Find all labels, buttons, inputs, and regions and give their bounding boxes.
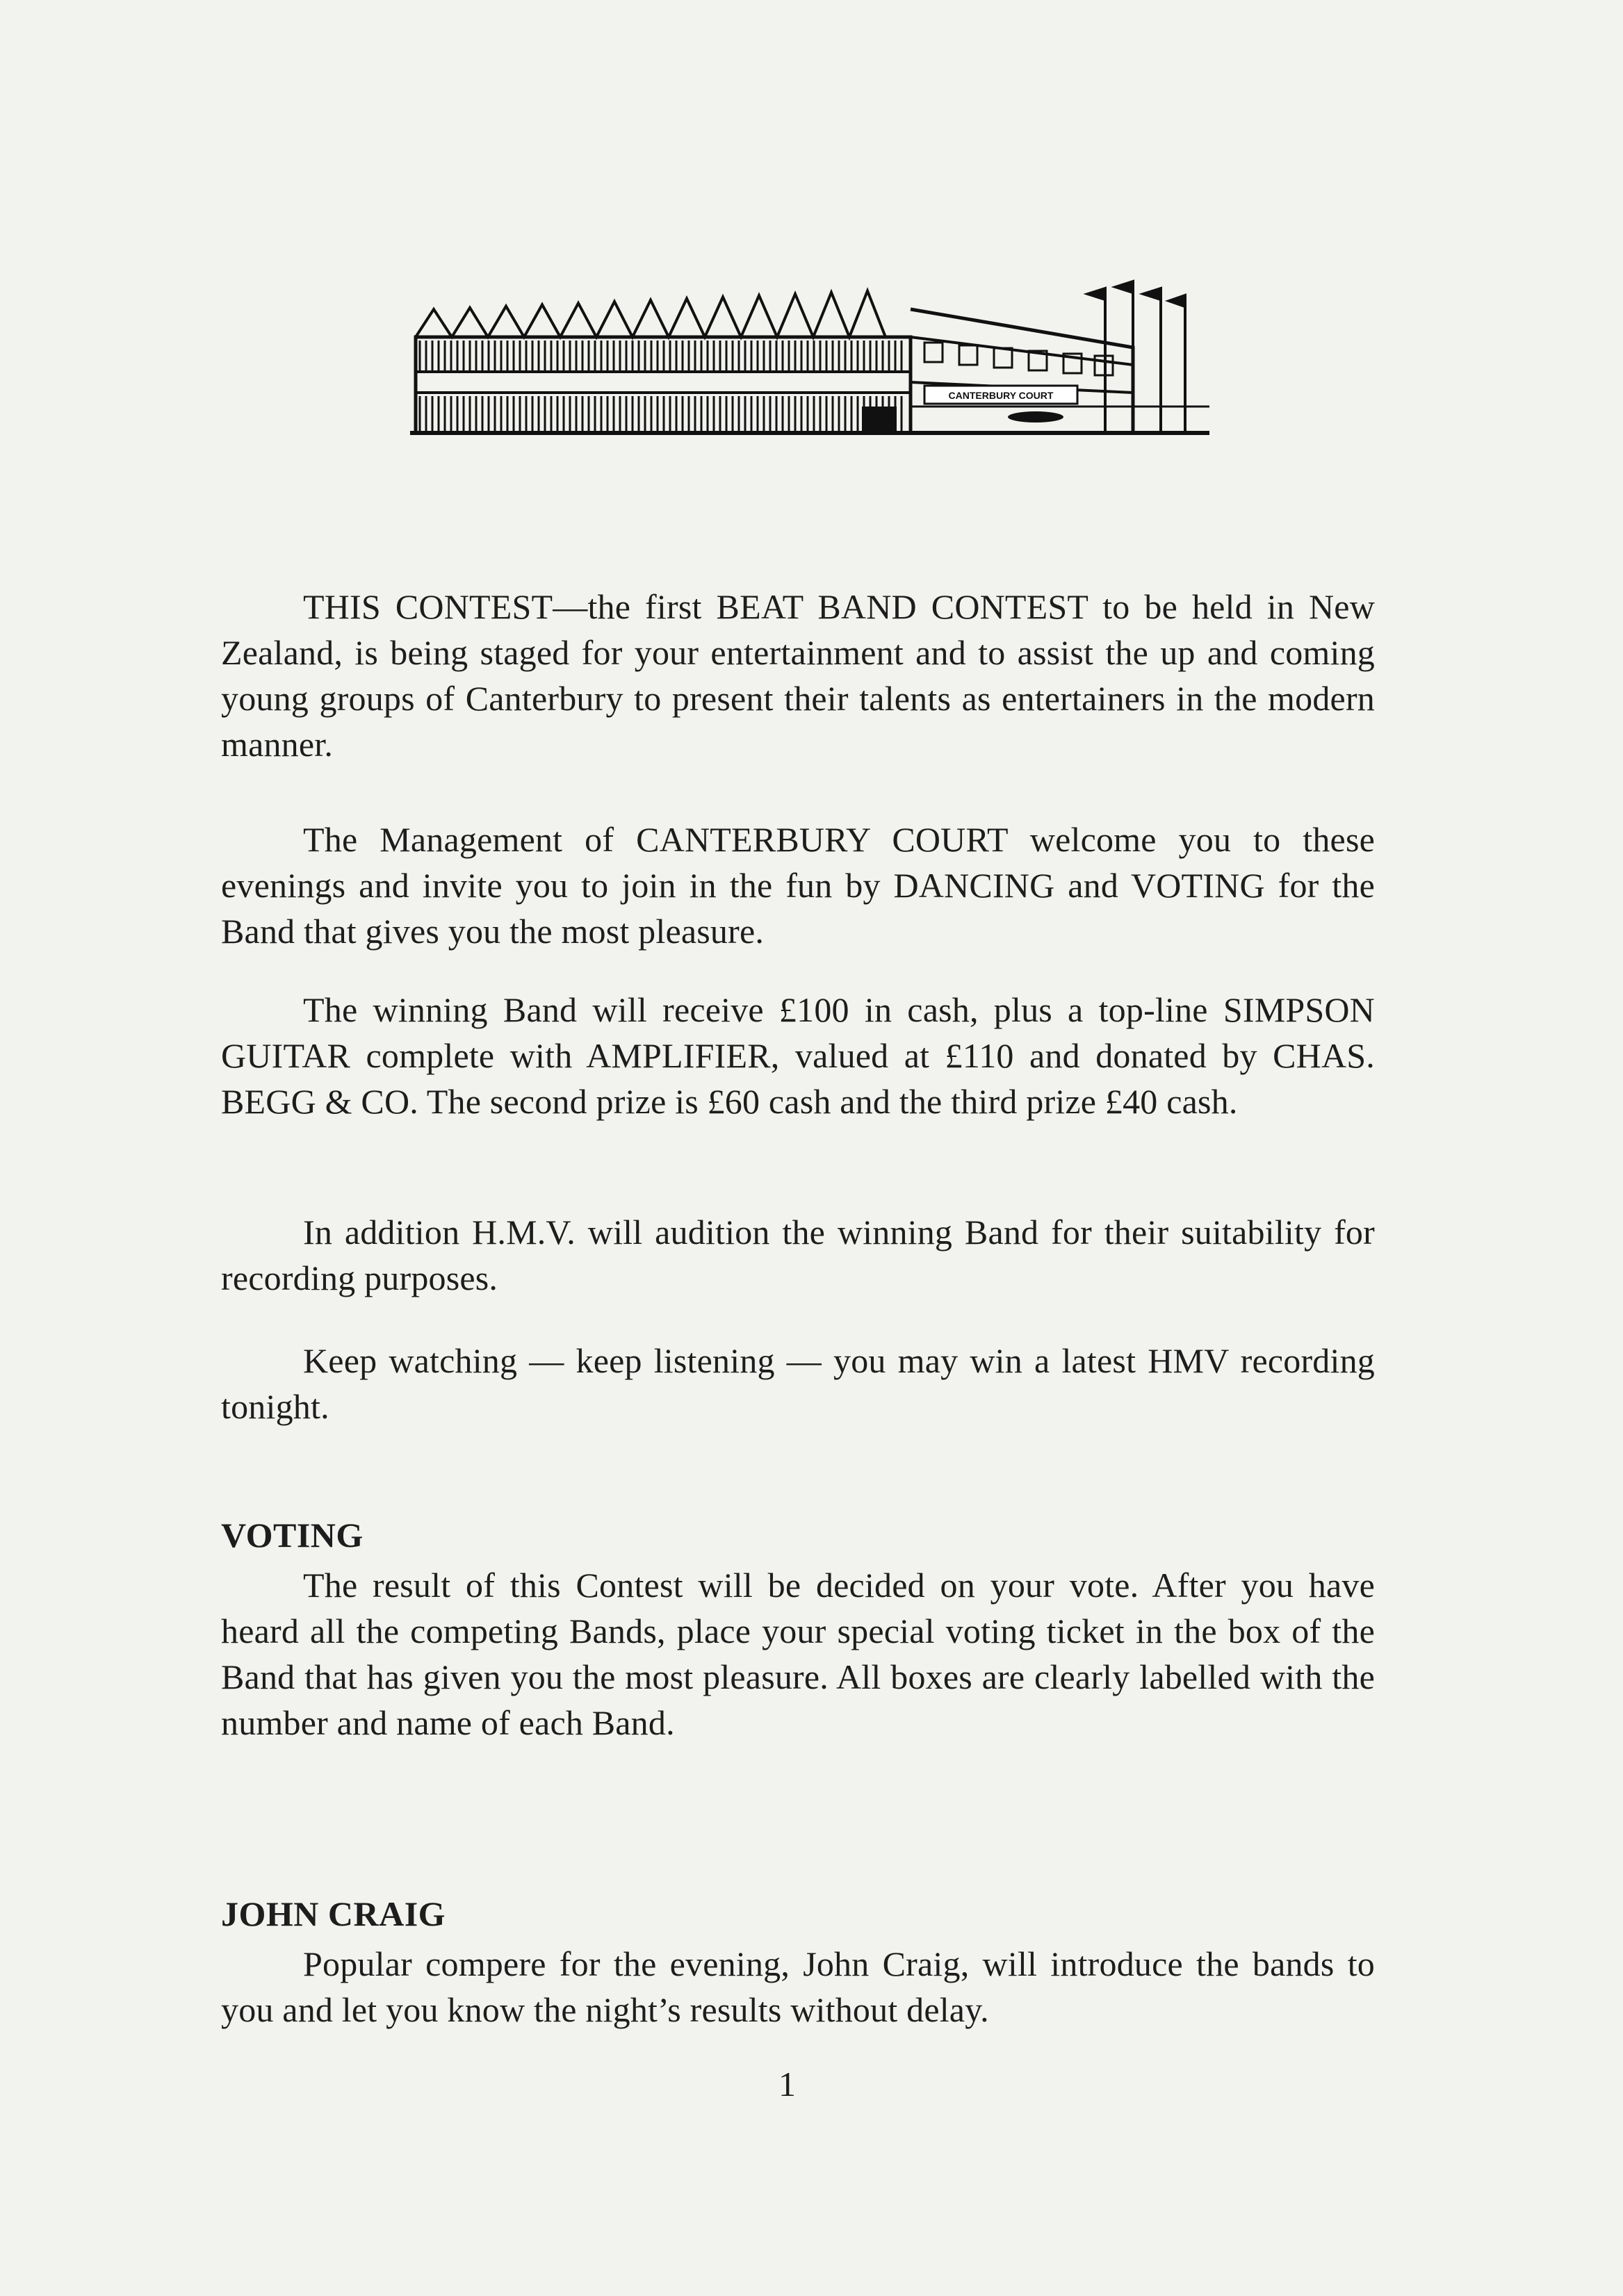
prizes-paragraph: The winning Band will receive £100 in cash, plus a top-line SIMPSON GUITAR complete with AMPLIFIER, valued at £110 and donated by CHAS. BEGG & CO. The second prize is £60 cash and the third prize £40 cash.: [221, 990, 1375, 1121]
audition-section: [221, 1209, 1375, 1301]
management-section: [221, 817, 1375, 954]
compere-paragraph: Popular compere for the evening, John Craig, will introduce the bands to you and let you know the night’s results without delay.: [221, 1944, 1375, 2029]
page-number: 1: [778, 2065, 796, 2104]
voting-paragraph: The result of this Contest will be decided on your vote. After you have heard all the competing Bands, place your special voting ticket in the box of the Band that has given you the most pleasure. All boxes are clearly labelled with the number and name of each Band.: [221, 1566, 1375, 1742]
compere-heading: JOHN CRAIG: [221, 1894, 446, 1933]
voting-heading: VOTING: [221, 1516, 364, 1555]
watching-paragraph: Keep watching — keep listening — you may win a latest HMV recording tonight.: [221, 1341, 1375, 1426]
watching-section: [221, 1338, 1375, 1429]
prizes-section: [221, 987, 1375, 1124]
compere-section: [221, 1894, 1375, 2033]
intro-paragraph: THIS CONTEST—the first BEAT BAND CONTEST to be held in New Zealand, is being staged for your entertainment and to assist the up and coming young groups of Canterbury to present their talents as entertainers in the modern manner.: [221, 587, 1375, 764]
intro-section: [221, 584, 1375, 767]
management-paragraph: The Management of CANTERBURY COURT welcome you to these evenings and invite you to join in the fun by DANCING and VOTING for the Band that gives you the most pleasure.: [221, 820, 1375, 951]
voting-section: [221, 1515, 1375, 1746]
building-illustration: [410, 268, 1209, 441]
audition-paragraph: In addition H.M.V. will audition the winning Band for their suitability for recording purposes.: [221, 1213, 1375, 1297]
building-sign-text: CANTERBURY COURT: [948, 390, 1054, 401]
